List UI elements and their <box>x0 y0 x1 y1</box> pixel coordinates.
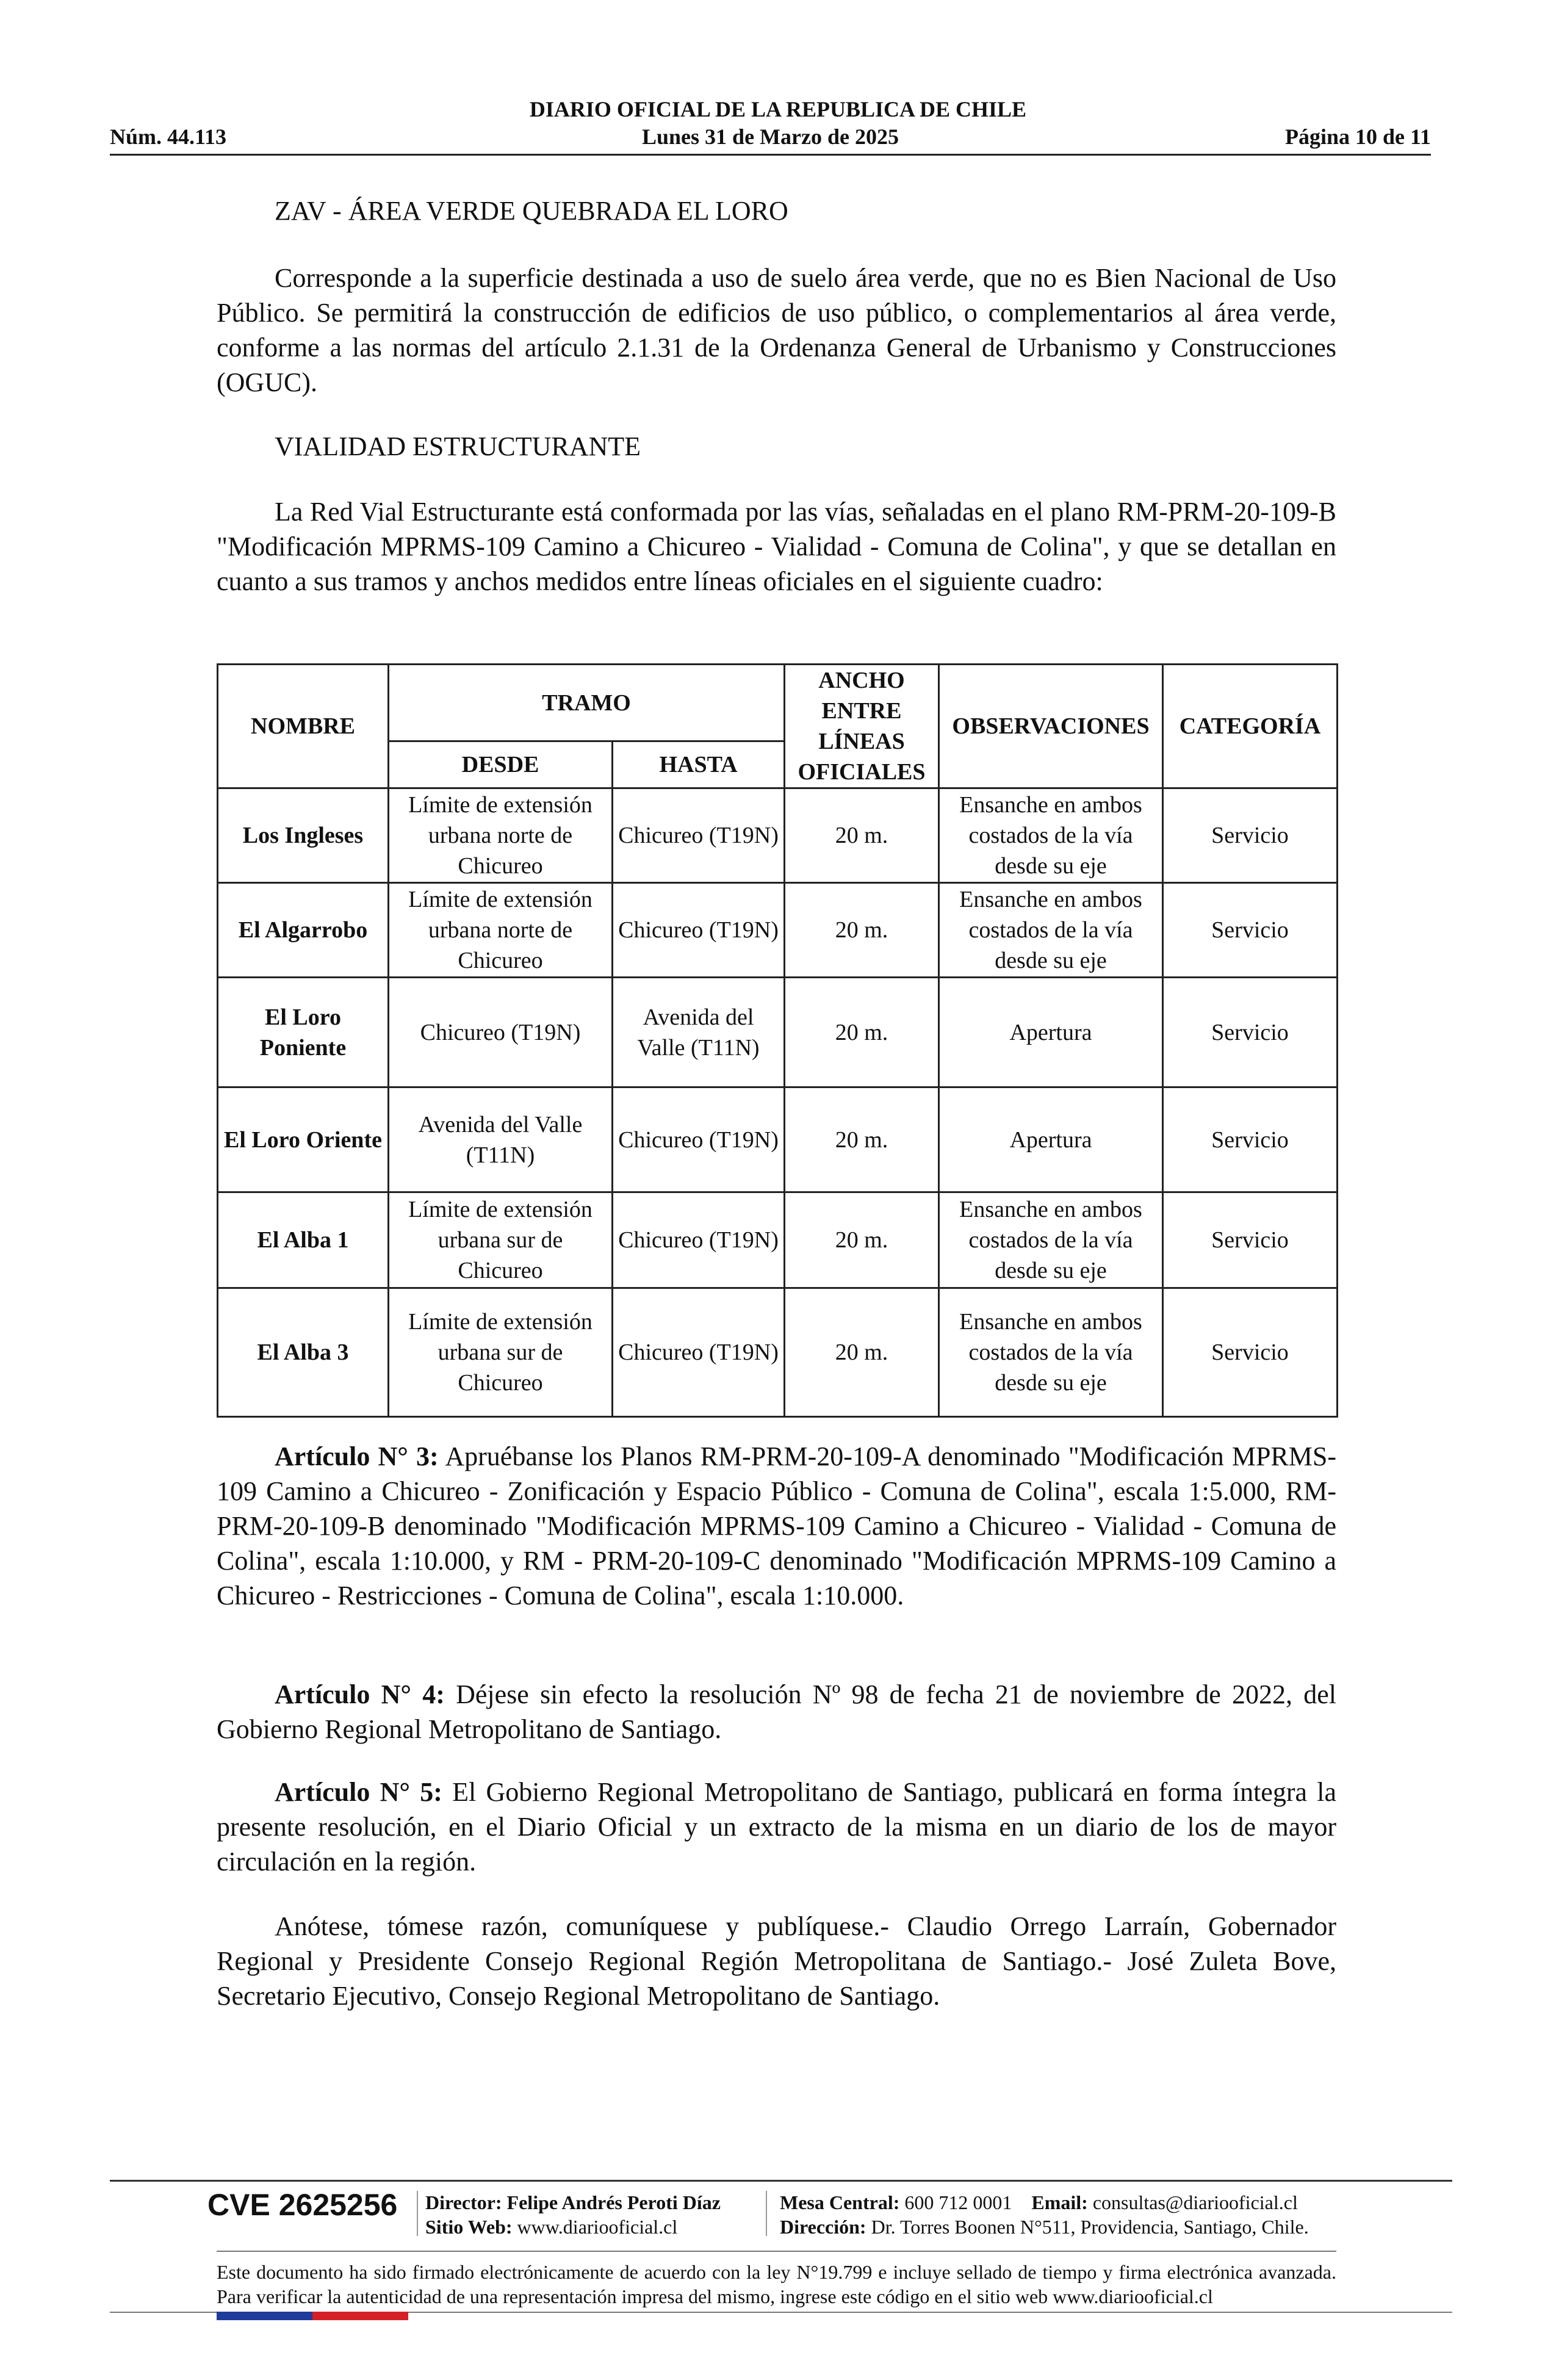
article-5 <box>217 1775 1336 1879</box>
cell-ancho: 20 m. <box>785 1087 939 1192</box>
cell-categoria: Servicio <box>1163 883 1338 978</box>
cell-nombre: Los Ingleses <box>218 788 389 883</box>
cell-desde: Límite de extensión urbana sur de Chicureo <box>389 1288 613 1417</box>
cell-observaciones: Ensanche en ambos costados de la vía desde su eje <box>939 1288 1163 1417</box>
header-desde: DESDE <box>389 741 613 788</box>
article-3-label: Artículo N° 3: <box>275 1441 439 1471</box>
cell-hasta: Chicureo (T19N) <box>613 1288 785 1417</box>
web-link[interactable]: www.diariooficial.cl <box>512 2216 678 2238</box>
zav-heading: ZAV - ÁREA VERDE QUEBRADA EL LORO <box>275 196 788 226</box>
cve-code: CVE 2625256 <box>207 2188 398 2222</box>
article-3-text: Apruébanse los Planos RM-PRM-20-109-A denominado "Modificación MPRMS-109 Camino a Chicureo - Zonificación y Espacio Público - Comuna de Colina", escala 1:5.000, RM-PRM-20-109-B denominado "Modificación MPRMS-109 Camino a Chicureo - Vialidad - Comuna de Colina", escala 1:10.000, y RM - PRM-20-109-C denominado "Modificación MPRMS-109 Camino a Chicureo - Restricciones - Comuna de Colina", escala 1:10.000. <box>217 1441 1337 1610</box>
table-row <box>218 883 1338 978</box>
article-4 <box>217 1677 1336 1747</box>
cell-categoria: Servicio <box>1163 978 1338 1087</box>
email-label: Email: <box>1031 2191 1088 2213</box>
cell-hasta: Chicureo (T19N) <box>613 883 785 978</box>
issue-number: Núm. 44.113 <box>110 124 227 149</box>
address-label: Dirección: <box>780 2216 866 2238</box>
footer-separator <box>766 2191 767 2236</box>
legal-notice: Este documento ha sido firmado electrónicamente de acuerdo con la ley N°19.799 e incluye sellado de tiempo y firma electrónica avanzada. Para verificar la autenticidad de una representación impresa del mismo, ingrese este código en el sitio web www.diariooficial.cl <box>217 2261 1336 2307</box>
table-row <box>218 1288 1338 1417</box>
header-hasta: HASTA <box>613 741 785 788</box>
closing-paragraph <box>217 1909 1336 2013</box>
vialidad-heading: VIALIDAD ESTRUCTURANTE <box>275 431 641 461</box>
cell-desde: Límite de extensión urbana norte de Chicureo <box>389 883 613 978</box>
zav-paragraph <box>217 261 1336 400</box>
header-observaciones: OBSERVACIONES <box>939 665 1163 788</box>
cell-categoria: Servicio <box>1163 1192 1338 1288</box>
cell-desde: Límite de extensión urbana sur de Chicureo <box>389 1192 613 1288</box>
header-divider <box>110 154 1431 156</box>
footer-contact-block <box>780 2190 1309 2239</box>
header-categoria: CATEGORÍA <box>1163 665 1338 788</box>
cell-hasta: Chicureo (T19N) <box>613 1192 785 1288</box>
cell-categoria: Servicio <box>1163 788 1338 883</box>
article-4-label: Artículo N° 4: <box>275 1679 445 1709</box>
director-value: Felipe Andrés Peroti Díaz <box>502 2191 721 2213</box>
table-header-row <box>218 665 1338 741</box>
cell-nombre: El Alba 3 <box>218 1288 389 1417</box>
cell-observaciones: Ensanche en ambos costados de la vía desde su eje <box>939 883 1163 978</box>
cell-nombre: El Loro Poniente <box>218 978 389 1087</box>
cell-ancho: 20 m. <box>785 1288 939 1417</box>
vialidad-table <box>217 663 1338 1418</box>
cell-observaciones: Apertura <box>939 978 1163 1087</box>
article-5-label: Artículo N° 5: <box>275 1777 442 1807</box>
mesa-label: Mesa Central: <box>780 2191 900 2213</box>
page-number: Página 10 de 11 <box>1284 124 1431 149</box>
table-row <box>218 788 1338 883</box>
cell-ancho: 20 m. <box>785 978 939 1087</box>
header-row <box>110 122 1431 153</box>
cell-observaciones: Ensanche en ambos costados de la vía desde su eje <box>939 1192 1163 1288</box>
cell-nombre: El Alba 1 <box>218 1192 389 1288</box>
vialidad-text: La Red Vial Estructurante está conformada por las vías, señaladas en el plano RM-PRM-20-109-B "Modificación MPRMS-109 Camino a Chicureo - Vialidad - Comuna de Colina", y que se detallan en cuanto a sus tramos y anchos medidos entre líneas oficiales en el siguiente cuadro: <box>217 497 1336 596</box>
header-tramo: TRAMO <box>389 665 785 741</box>
zav-text: Corresponde a la superficie destinada a uso de suelo área verde, que no es Bien Nacional de Uso Público. Se permitirá la construcción de edificios de uso público, o complementarios al área verde, conforme a las normas del artículo 2.1.31 de la Ordenanza General de Urbanismo y Construcciones (OGUC). <box>217 263 1336 397</box>
email-link[interactable]: consultas@diariooficial.cl <box>1087 2191 1298 2213</box>
cell-ancho: 20 m. <box>785 1192 939 1288</box>
cell-desde: Avenida del Valle (T11N) <box>389 1087 613 1192</box>
table-row <box>218 1192 1338 1288</box>
cell-nombre: El Algarrobo <box>218 883 389 978</box>
closing-text: Anótese, tómese razón, comuníquese y publíquese.- Claudio Orrego Larraín, Gobernador Regional y Presidente Consejo Regional Región Metropolitana de Santiago.- José Zuleta Bove, Secretario Ejecutivo, Consejo Regional Metropolitano de Santiago. <box>217 1911 1336 2011</box>
cell-categoria: Servicio <box>1163 1087 1338 1192</box>
cell-hasta: Chicureo (T19N) <box>613 1087 785 1192</box>
footer-mid-divider <box>217 2251 1336 2252</box>
cell-nombre: El Loro Oriente <box>218 1087 389 1192</box>
mesa-value: 600 712 0001 <box>899 2191 1012 2213</box>
vialidad-paragraph <box>217 494 1336 599</box>
cell-hasta: Chicureo (T19N) <box>613 788 785 883</box>
cell-hasta: Avenida del Valle (T11N) <box>613 978 785 1087</box>
header-nombre: NOMBRE <box>218 665 389 788</box>
issue-date: Lunes 31 de Marzo de 2025 <box>642 124 899 149</box>
cell-observaciones: Apertura <box>939 1087 1163 1192</box>
article-5-text: El Gobierno Regional Metropolitano de Santiago, publicará en forma íntegra la presente resolución, en el Diario Oficial y un extracto de la misma en un diario de los de mayor circulación en la región. <box>217 1777 1336 1877</box>
cell-desde: Límite de extensión urbana norte de Chicureo <box>389 788 613 883</box>
footer-top-divider <box>110 2180 1452 2182</box>
article-3 <box>217 1439 1336 1613</box>
cell-ancho: 20 m. <box>785 883 939 978</box>
article-4-text: Déjese sin efecto la resolución Nº 98 de fecha 21 de noviembre de 2022, del Gobierno Regional Metropolitano de Santiago. <box>217 1679 1336 1744</box>
web-label: Sitio Web: <box>425 2216 513 2238</box>
footer-separator <box>417 2191 418 2236</box>
flag-blue-stripe <box>217 2312 312 2320</box>
newspaper-title: DIARIO OFICIAL DE LA REPUBLICA DE CHILE <box>529 97 1027 121</box>
table-row <box>218 978 1338 1087</box>
cell-desde: Chicureo (T19N) <box>389 978 613 1087</box>
flag-red-stripe <box>312 2312 408 2320</box>
table-row <box>218 1087 1338 1192</box>
header-ancho: ANCHO ENTRE LÍNEAS OFICIALES <box>785 665 939 788</box>
cell-observaciones: Ensanche en ambos costados de la vía desde su eje <box>939 788 1163 883</box>
director-label: Director: <box>425 2191 502 2213</box>
footer-director-block <box>425 2190 721 2239</box>
address-value: Dr. Torres Boonen N°511, Providencia, Santiago, Chile. <box>866 2216 1309 2238</box>
cell-categoria: Servicio <box>1163 1288 1338 1417</box>
cell-ancho: 20 m. <box>785 788 939 883</box>
